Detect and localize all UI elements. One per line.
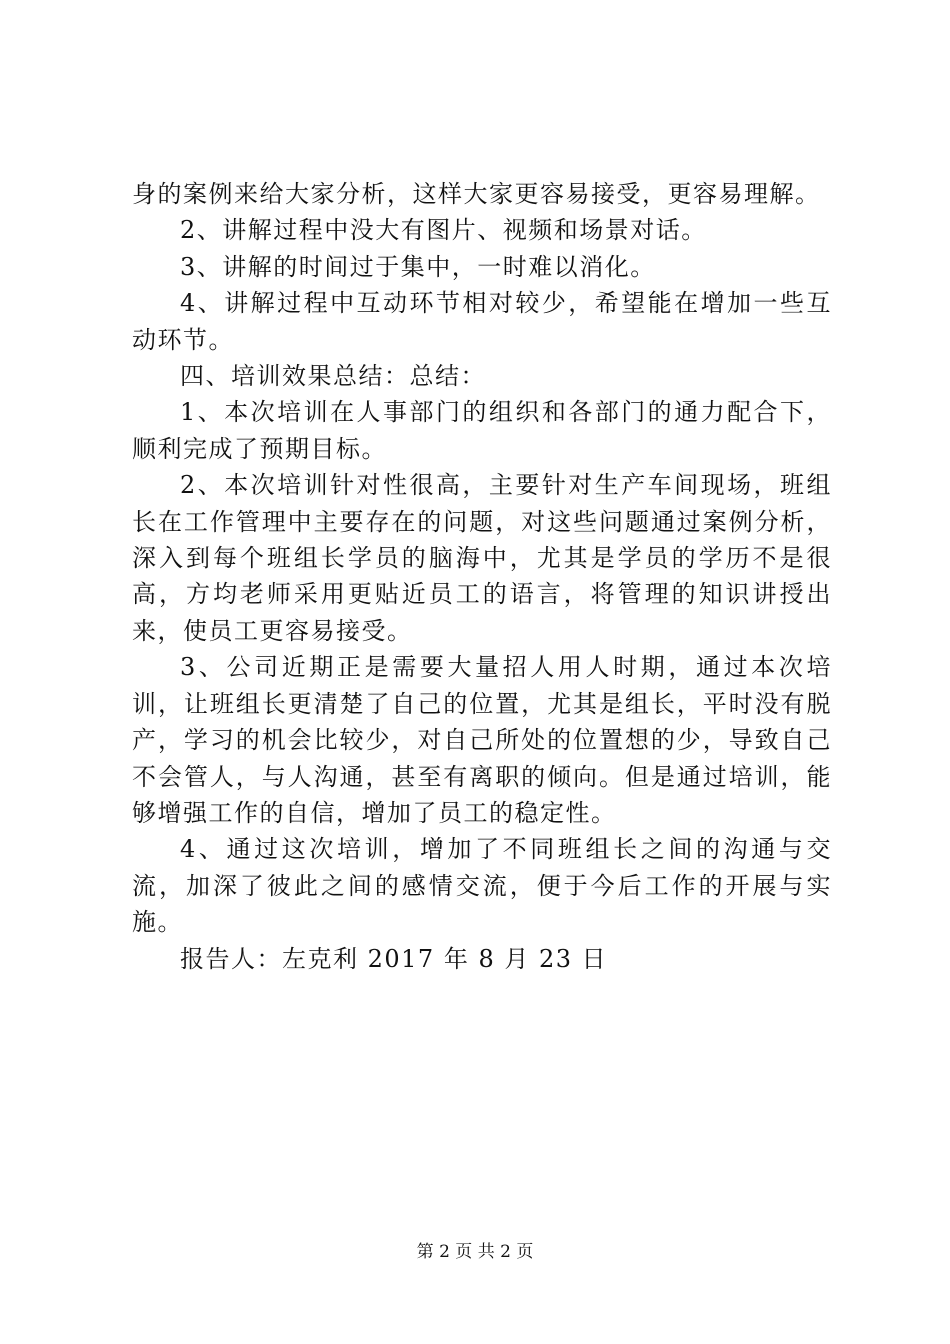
- paragraph: 身的案例来给大家分析，这样大家更容易接受，更容易理解。: [132, 180, 821, 208]
- paragraph: 4、通过这次培训，增加了不同班组长之间的沟通与交流，加深了彼此之间的感情交流，便于今后工作的开展与实施。: [132, 835, 832, 937]
- paragraph: 4、讲解过程中互动环节相对较少，希望能在增加一些互动环节。: [132, 289, 832, 354]
- page-number-footer: 第 2 页 共 2 页: [416, 1242, 534, 1262]
- document-body: [132, 176, 832, 977]
- paragraph: 2、讲解过程中没大有图片、视频和场景对话。: [180, 216, 707, 245]
- paragraph: 2、本次培训针对性很高，主要针对生产车间现场，班组长在工作管理中主要存在的问题，对这些问题通过案例分析，深入到每个班组长学员的脑海中，尤其是学员的学历不是很高，方均老师采用更贴近员工的语言，将管理的知识讲授出来，使员工更容易接受。: [132, 471, 832, 645]
- paragraph: 3、公司近期正是需要大量招人用人时期，通过本次培训，让班组长更清楚了自己的位置，尤其是组长，平时没有脱产，学习的机会比较少，对自己所处的位置想的少，导致自己不会管人，与人沟通，甚至有离职的倾向。但是通过培训，能够增强工作的自信，增加了员工的稳定性。: [132, 653, 832, 827]
- section-heading: 四、培训效果总结：总结：: [180, 362, 486, 391]
- paragraph: 1、本次培训在人事部门的组织和各部门的通力配合下，顺利完成了预期目标。: [132, 398, 832, 463]
- paragraph: 3、讲解的时间过于集中，一时难以消化。: [180, 252, 656, 281]
- signature-line: 报告人：左克利 2017 年 8 月 23 日: [180, 944, 608, 973]
